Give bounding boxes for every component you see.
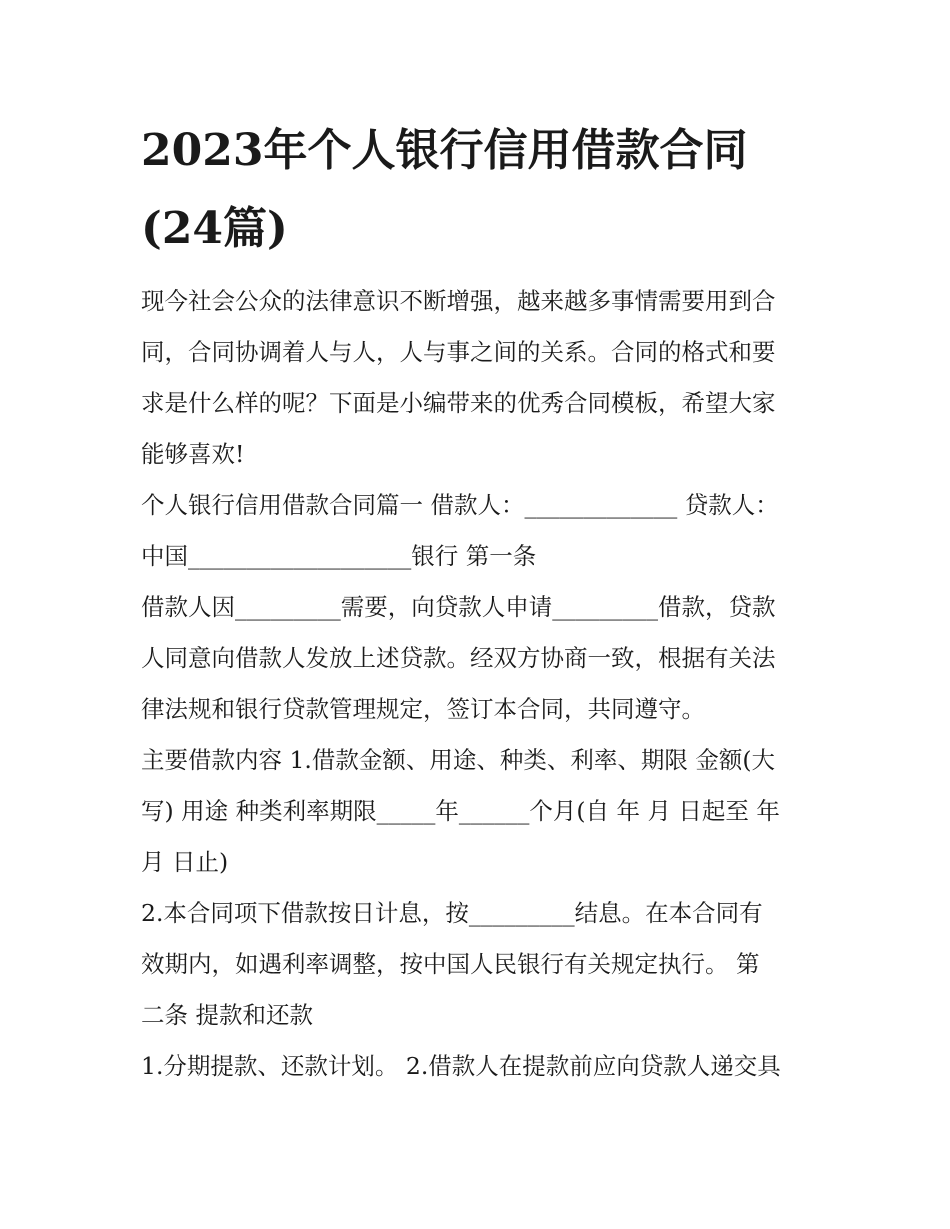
text-line: 求是什么样的呢？下面是小编带来的优秀合同模板，希望大家 (141, 389, 776, 417)
text-line: 效期内，如遇利率调整，按中国人民银行有关规定执行。 第 (141, 950, 760, 978)
text-line: 律法规和银行贷款管理规定，签订本合同，共同遵守。 (141, 695, 705, 723)
article-one-paragraph (141, 582, 817, 735)
intro-paragraph (141, 276, 817, 480)
interest-paragraph (141, 888, 817, 1041)
text-line: 借款人因_________需要，向贷款人申请_________借款，贷款 (141, 593, 776, 621)
document-page (141, 112, 817, 1092)
text-line: 月 日止) (141, 848, 229, 876)
text-line: 现今社会公众的法律意识不断增强，越来越多事情需要用到合 (141, 287, 776, 315)
repayment-paragraph (141, 1041, 817, 1092)
parties-paragraph (141, 480, 817, 582)
loan-content-paragraph (141, 735, 817, 888)
text-line: 人同意向借款人发放上述贷款。经双方协商一致，根据有关法 (141, 644, 776, 672)
text-line: 2.本合同项下借款按日计息，按_________结息。在本合同有 (141, 899, 763, 927)
text-line: 1.分期提款、还款计划。 2.借款人在提款前应向贷款人递交具 (141, 1052, 781, 1080)
text-line: 主要借款内容 1.借款金额、用途、种类、利率、期限 金额(大 (141, 746, 776, 774)
title-line: (24篇) (141, 203, 288, 254)
text-line: 同，合同协调着人与人，人与事之间的关系。合同的格式和要 (141, 338, 776, 366)
text-line: 个人银行信用借款合同篇一 借款人：_____________ 贷款人： (141, 491, 779, 519)
text-line: 写) 用途 种类利率期限_____年______个月(自 年 月 日起至 年 (141, 797, 780, 825)
text-line: 二条 提款和还款 (141, 1001, 313, 1029)
title-line: 2023年个人银行信用借款合同 (141, 125, 748, 176)
text-line: 能够喜欢! (141, 440, 245, 468)
document-title (141, 112, 817, 268)
text-line: 中国___________________银行 第一条 (141, 542, 537, 570)
